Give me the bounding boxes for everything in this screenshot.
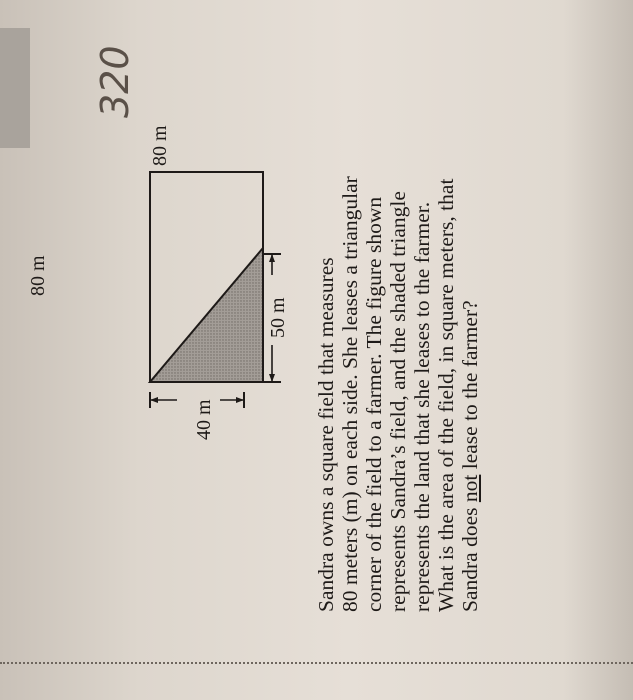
right-side-label: 80 m [149,125,171,166]
word-problem [314,52,482,612]
top-side-label: 80 m [27,255,49,296]
left-offset-label: 40 m [193,399,215,440]
problem-line: What is the area of the field, in square meters, that [434,178,458,612]
underlined-not: not [458,474,482,503]
problem-line: 80 meters (m) on each side. She leases a triangular [338,176,362,612]
question-text-end: lease to the farmer? [458,300,482,475]
problem-line: Sandra owns a square field that measures [314,257,338,612]
problem-line: represents the land that she leases to the farmer. [410,201,434,612]
problem-line: corner of the field to a farmer. The figure shown [362,196,386,612]
problem-question-line [458,52,482,612]
bottom-offset-label: 50 m [267,297,289,338]
problem-line: represents Sandra’s field, and the shaded triangle [386,191,410,612]
question-text-start: Sandra does [458,502,482,612]
handwritten-number: 320 [93,45,137,118]
